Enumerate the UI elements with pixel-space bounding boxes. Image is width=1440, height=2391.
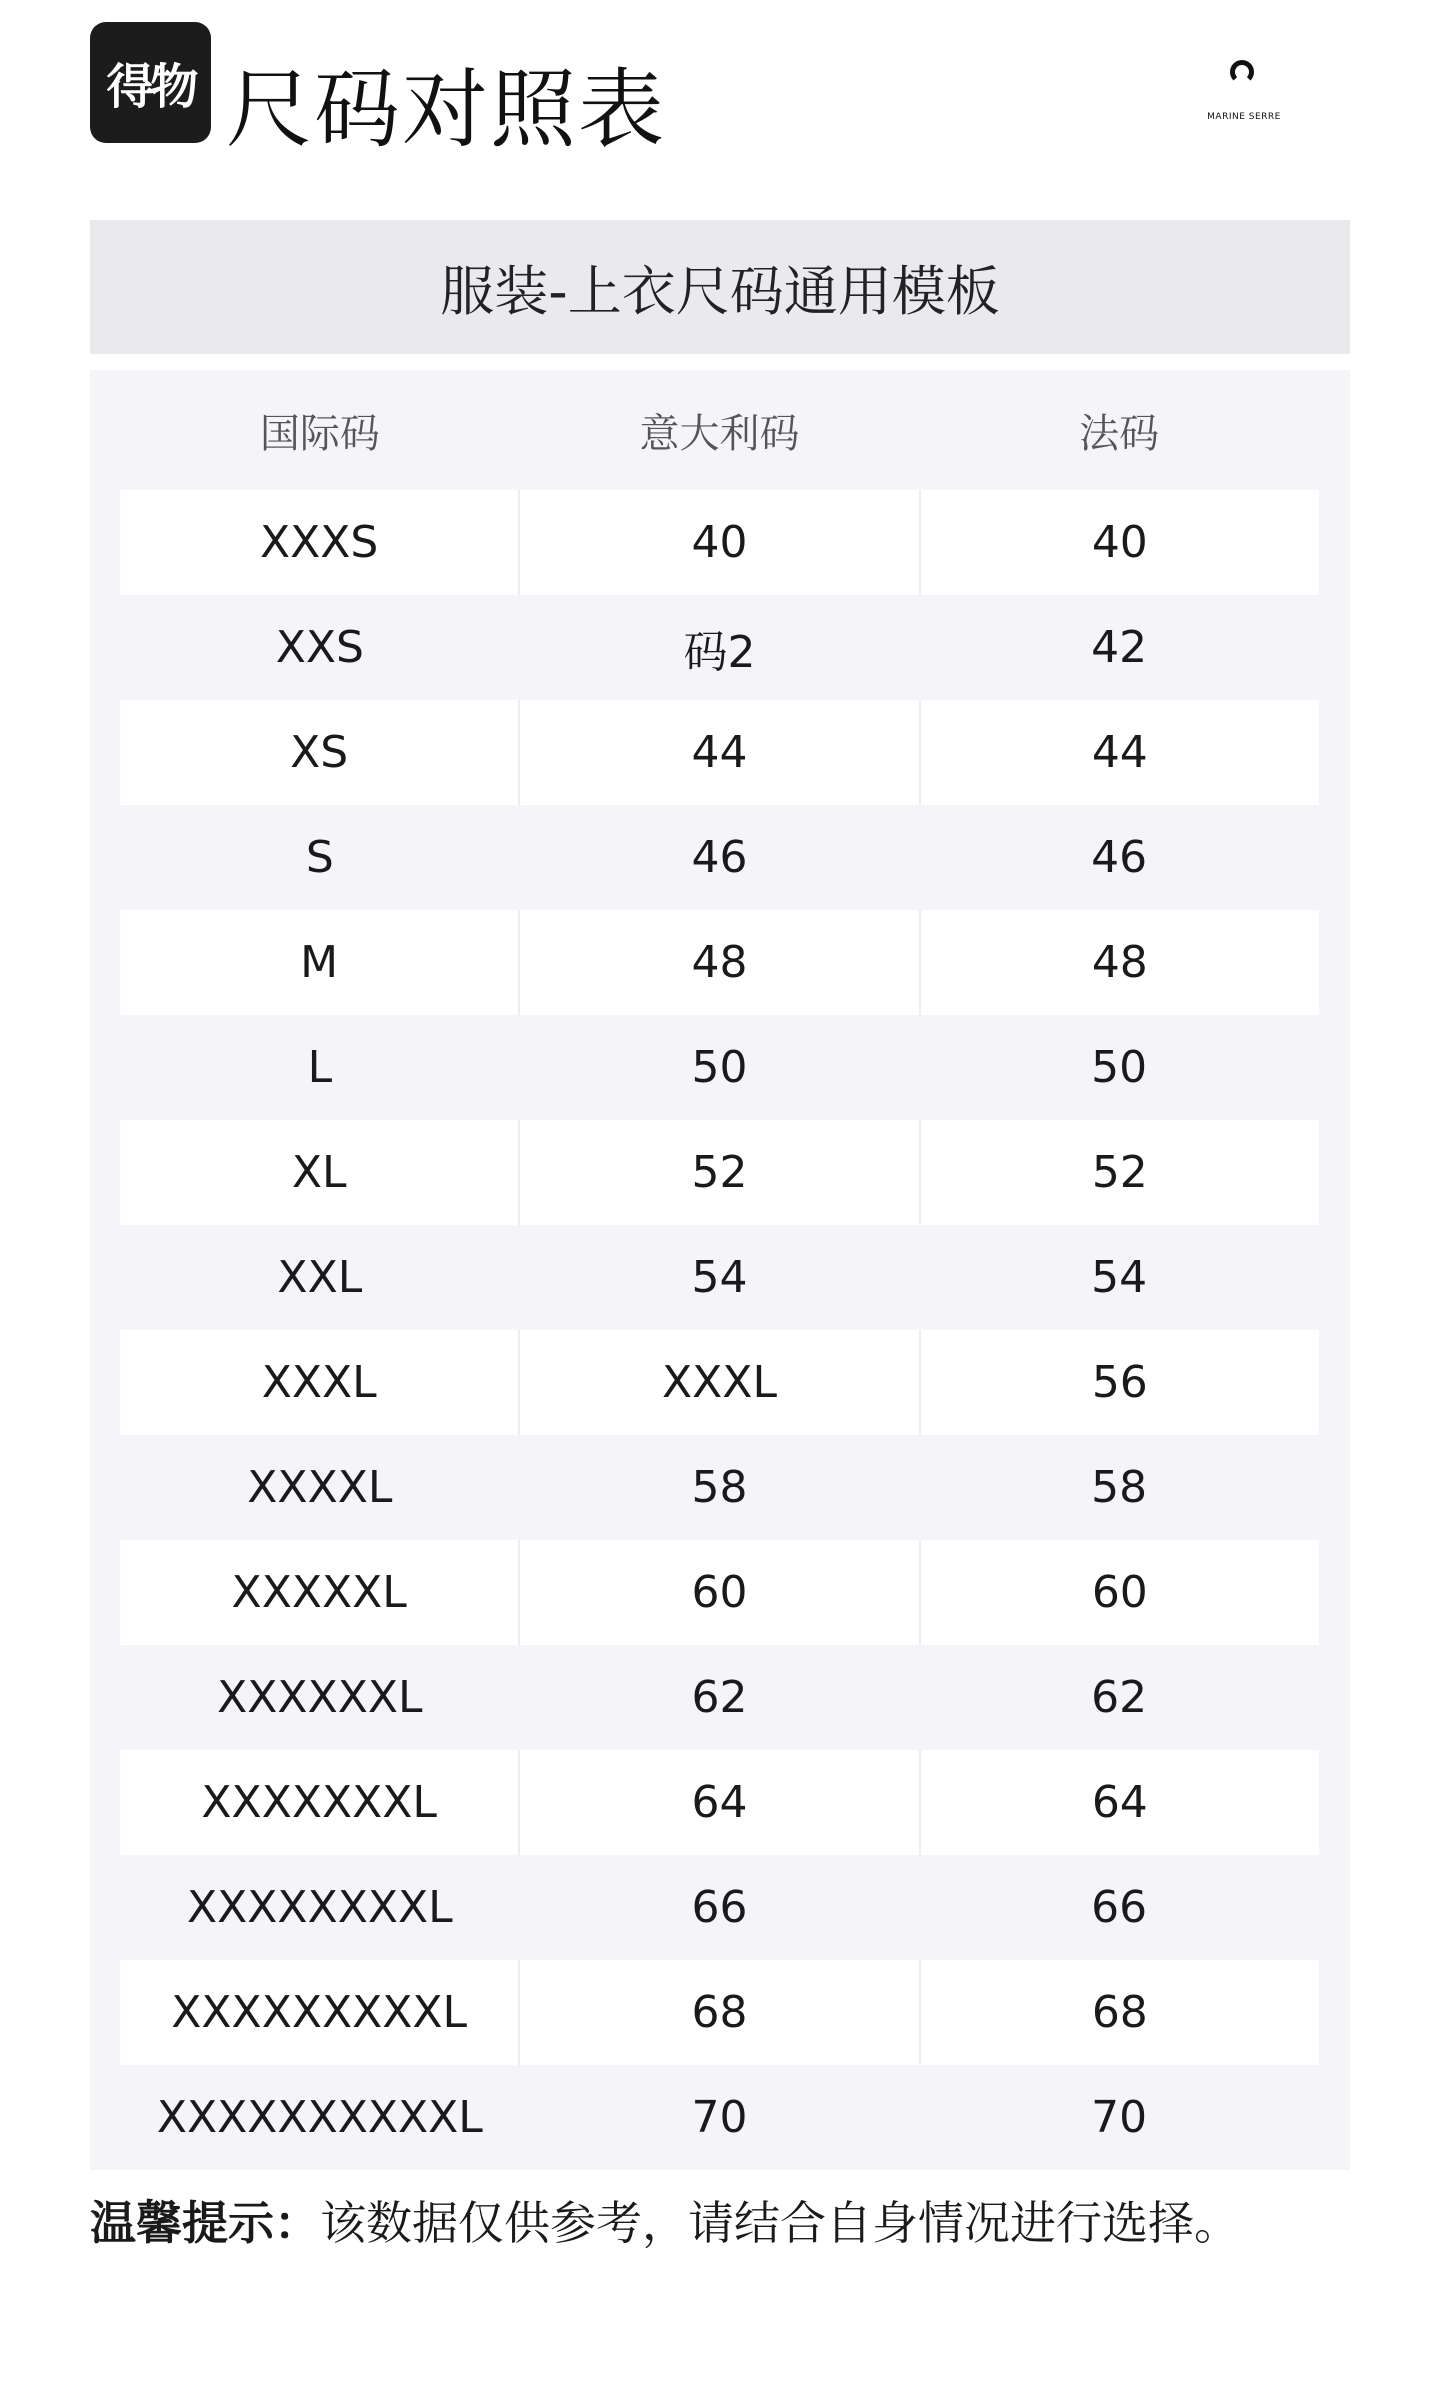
cell-italian: 54 (691, 1252, 748, 1303)
cell-international: XXXXXXXXXL (120, 1960, 518, 2065)
cell-international: XXXL (120, 1330, 518, 1435)
cell-french: 56 (919, 1330, 1319, 1435)
table-body (120, 490, 1319, 2170)
table-row (120, 910, 1319, 1015)
cell-french: 60 (919, 1540, 1319, 1645)
table-row (120, 1435, 1319, 1540)
cell-french: 58 (1091, 1462, 1148, 1513)
cell-italian: 66 (691, 1882, 748, 1933)
dewu-logo: 得物 (90, 22, 211, 143)
cell-italian: 48 (518, 910, 918, 1015)
table-row (120, 1960, 1319, 2065)
cell-italian: 44 (518, 700, 918, 805)
table-row (120, 1330, 1319, 1435)
cell-international: XXXS (120, 490, 518, 595)
cell-italian: 52 (518, 1120, 918, 1225)
cell-international: M (120, 910, 518, 1015)
page-header (90, 22, 1350, 182)
cell-italian: 46 (691, 832, 748, 883)
cell-international: XS (120, 700, 518, 805)
cell-french: 68 (919, 1960, 1319, 2065)
cell-international: XXXXXXL (217, 1672, 423, 1723)
cell-french: 64 (919, 1750, 1319, 1855)
table-row (120, 595, 1319, 700)
table-row (120, 1015, 1319, 1120)
table-row (120, 490, 1319, 595)
cell-italian: 50 (691, 1042, 748, 1093)
cell-international: XXXXXXXXL (187, 1882, 453, 1933)
tip-text: 该数据仅供参考，请结合自身情况进行选择。 (320, 2196, 1240, 2250)
table-row (120, 1750, 1319, 1855)
cell-french: 50 (1091, 1042, 1148, 1093)
cell-italian: XXXL (518, 1330, 918, 1435)
cell-international: XL (120, 1120, 518, 1225)
moon-icon (1230, 60, 1254, 84)
tip-label: 温馨提示： (90, 2196, 320, 2250)
template-banner (90, 220, 1350, 354)
page-title: 尺码对照表 (226, 60, 666, 160)
cell-french: 70 (1091, 2092, 1148, 2143)
cell-international: L (307, 1042, 333, 1093)
cell-italian: 70 (691, 2092, 748, 2143)
column-header-international: 国际码 (259, 410, 380, 457)
cell-french: 54 (1091, 1252, 1148, 1303)
cell-french: 48 (919, 910, 1319, 1015)
cell-international: XXXXL (247, 1462, 393, 1513)
cell-international: XXS (275, 622, 364, 673)
column-header-italian: 意大利码 (639, 410, 800, 457)
cell-italian: 码2 (683, 626, 756, 678)
table-header-row (120, 370, 1319, 490)
table-row (120, 1855, 1319, 1960)
cell-italian: 64 (518, 1750, 918, 1855)
cell-french: 52 (919, 1120, 1319, 1225)
cell-international: XXXXXL (120, 1540, 518, 1645)
cell-french: 62 (1091, 1672, 1148, 1723)
cell-french: 42 (1091, 622, 1148, 673)
size-table (90, 370, 1350, 2170)
table-row (120, 1120, 1319, 1225)
cell-italian: 68 (518, 1960, 918, 2065)
tip-note (90, 2188, 1240, 2258)
brand-logo (1184, 60, 1304, 130)
cell-international: XXL (277, 1252, 363, 1303)
cell-international: XXXXXXXXXXL (156, 2092, 483, 2143)
cell-french: 44 (919, 700, 1319, 805)
table-row (120, 1540, 1319, 1645)
table-row (120, 700, 1319, 805)
cell-italian: 40 (518, 490, 918, 595)
cell-french: 46 (1091, 832, 1148, 883)
cell-italian: 60 (518, 1540, 918, 1645)
cell-international: S (305, 832, 334, 883)
cell-international: XXXXXXXL (120, 1750, 518, 1855)
brand-name: MARINE SERRE (1207, 112, 1281, 122)
table-row (120, 805, 1319, 910)
table-row (120, 2065, 1319, 2170)
cell-italian: 62 (691, 1672, 748, 1723)
cell-french: 40 (919, 490, 1319, 595)
column-header-french: 法码 (1079, 410, 1160, 457)
table-row (120, 1225, 1319, 1330)
cell-italian: 58 (691, 1462, 748, 1513)
cell-french: 66 (1091, 1882, 1148, 1933)
banner-title: 服装-上衣尺码通用模板 (440, 259, 1000, 323)
table-row (120, 1645, 1319, 1750)
